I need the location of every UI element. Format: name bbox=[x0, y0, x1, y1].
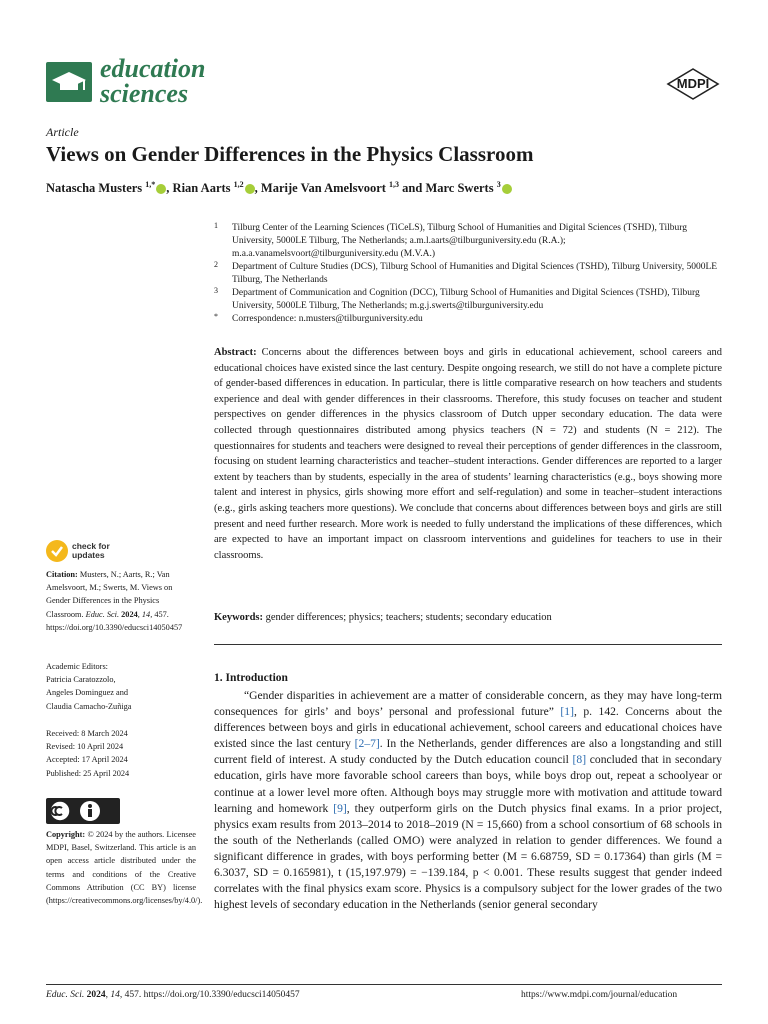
affiliation-item bbox=[214, 287, 724, 313]
mdpi-logo-text: MDPI bbox=[676, 76, 710, 91]
footer-doi[interactable]: , 457. https://doi.org/10.3390/educsci14050457 bbox=[119, 990, 300, 1000]
affiliation-number: 3 bbox=[214, 286, 218, 295]
intro-text: , p. 142. Concerns about the differences between boys and girls in educational achievement, school careers and educational choices have existed since the last century bbox=[214, 705, 722, 751]
citation-year: 2024 bbox=[121, 609, 138, 619]
author-affiliation: 1,2 bbox=[233, 180, 244, 189]
intro-paragraph bbox=[214, 688, 722, 913]
citation-label: Citation: bbox=[46, 570, 78, 579]
journal-name bbox=[100, 56, 205, 106]
abstract-label: Abstract: bbox=[214, 347, 257, 358]
footer-year: 2024 bbox=[86, 990, 106, 1000]
section-divider bbox=[214, 644, 722, 645]
author-name: Rian Aarts bbox=[172, 181, 231, 196]
footer-citation: Educ. Sci. 2024, 14, 457. https://doi.org/10.3390/educsci14050457 bbox=[46, 990, 300, 1000]
affiliation-number: 1 bbox=[214, 221, 218, 230]
correspondence-item bbox=[214, 313, 724, 326]
copyright-label: Copyright: bbox=[46, 830, 86, 839]
accepted-date: Accepted: 17 April 2024 bbox=[46, 755, 128, 765]
citation-link[interactable]: [2–7] bbox=[354, 737, 380, 751]
affiliation-text: Department of Communication and Cognition (DCC), Tilburg School of Humanities and Digital Sciences (TSHD), Tilburg University, 5000LE Tilburg, The Netherlands; m.g.j.swerts@tilburguniversity.edu bbox=[232, 288, 700, 311]
author-affiliation: 1,3 bbox=[389, 180, 400, 189]
footer-journal: Educ. Sci. bbox=[46, 990, 85, 1000]
author-name: Marije Van Amelsvoort bbox=[260, 181, 386, 196]
section-heading: 1. Introduction bbox=[214, 672, 288, 684]
footer-divider bbox=[46, 984, 722, 985]
check-updates-icon bbox=[46, 540, 68, 562]
footer-volume: 14 bbox=[110, 990, 120, 1000]
citation-link[interactable]: [1] bbox=[560, 705, 574, 719]
affiliation-text: Department of Culture Studies (DCS), Tilburg School of Humanities and Digital Sciences (TSHD), Tilburg University, 5000LE Tilburg, The Netherlands bbox=[232, 262, 718, 285]
check-updates-label bbox=[72, 542, 110, 560]
author-list: Natascha Musters $^{1,*}$ , Rian Aarts $^{1,2}$ , Marije Van Amelsvoort $^{1,3}$ and Marc Swerts $^3$ bbox=[46, 180, 736, 196]
citation-text: Musters, N.; Aarts, R.; Van Amelsvoort, M.; Swerts, M. Views on Gender Differences in the Physics Classroom. bbox=[46, 570, 173, 619]
journal-name-line1: education bbox=[100, 54, 206, 83]
check-updates-line1: check for bbox=[72, 541, 110, 551]
orcid-icon[interactable] bbox=[156, 184, 166, 194]
footer-journal-url[interactable]: https://www.mdpi.com/journal/education bbox=[521, 990, 678, 1000]
affiliation-text: Tilburg Center of the Learning Sciences (TiCeLS), Tilburg School of Humanities and Digital Sciences (TSHD), Tilburg University, 5000LE Tilburg, The Netherlands; a.m.l.aarts@tilburguniversity.edu (R.A.); m.a.a.vanamelsvoort@tilburguniversity.edu (M.V.A.) bbox=[232, 223, 688, 259]
orcid-icon[interactable] bbox=[245, 184, 255, 194]
affiliations bbox=[214, 222, 724, 326]
citation-doi[interactable]: , 457. https://doi.org/10.3390/educsci14050457 bbox=[46, 609, 183, 632]
editors-label: Academic Editors: bbox=[46, 662, 108, 671]
author-name: Natascha Musters bbox=[46, 181, 143, 196]
intro-text: concluded that in secondary education, girls have more favorable school careers than boys, while boys drop out, repeat a schoolyear or continue at a lower level more often. Although boys may struggle more with motivation and attitude toward learning and homework bbox=[214, 753, 722, 815]
keywords-label: Keywords: bbox=[214, 612, 263, 623]
affiliation-item bbox=[214, 261, 724, 287]
published-date: Published: 25 April 2024 bbox=[46, 768, 130, 778]
affiliation-number: 2 bbox=[214, 260, 218, 269]
intro-text: . In the Netherlands, gender differences are also a longstanding and still current field of interest. A study conducted by the Dutch education council bbox=[214, 737, 722, 767]
intro-text: “Gender disparities in achievement are a matter of considerable concern, as they may have long-term consequences for girls’ and boys’ personal and professional future” bbox=[214, 689, 722, 719]
mdpi-logo bbox=[666, 68, 720, 100]
author-name: Marc Swerts bbox=[425, 181, 494, 196]
copyright-notice bbox=[46, 828, 203, 907]
keywords bbox=[214, 612, 722, 623]
journal-name-line2: sciences bbox=[100, 79, 189, 108]
copyright-text: © 2024 by the authors. Licensee MDPI, Basel, Switzerland. This article is an open access article distributed under the terms and conditions of the Creative Commons Attribution (CC BY) license (https://creativecommons.org/licenses/by/4.0/). bbox=[46, 830, 203, 906]
article-type: Article bbox=[46, 125, 79, 139]
author-affiliation: 1,* bbox=[145, 180, 156, 189]
citation-block: Citation: Musters, N.; Aarts, R.; Van Amelsvoort, M.; Swerts, M. Views on Gender Differences in the Physics Classroom. Educ. Sci. 2024, 14, 457. https://doi.org/10.3390/educsci14050457 bbox=[46, 570, 183, 632]
journal-logo-icon bbox=[46, 62, 92, 102]
keywords-text: gender differences; physics; teachers; students; secondary education bbox=[265, 612, 552, 623]
publication-dates bbox=[46, 727, 196, 780]
revised-date: Revised: 10 April 2024 bbox=[46, 742, 124, 752]
editor-name: Claudia Camacho-Zuñiga bbox=[46, 701, 132, 711]
intro-text: , they outperform girls on the Dutch physics final exams. In a prior project, physics exam results from 2013–2014 to 2018–2019 (N = 15,660) from a school consortium of 68 schools in the south of the Netherlands (called OMO) were analyzed in relation to gender differences. We found a significant difference in grades, with boys performing better (M = 6.68759, SD = 0.17364) than girls (M = 6.3037, SD = 0.165981), t (15,197.979) = −139.184, p < 0.001. These results suggest that gender indeed correlates with the final physics exam score. Physics is a compulsory subject for the lower grades of the two highest levels of secondary education in the Netherlands (senior general secondary bbox=[214, 801, 722, 912]
paper-title: Views on Gender Differences in the Physics Classroom bbox=[46, 142, 534, 166]
editor-name: Angeles Dominguez and bbox=[46, 688, 129, 698]
citation-volume: 14 bbox=[141, 609, 151, 619]
orcid-icon[interactable] bbox=[502, 184, 512, 194]
editor-name: Patricia Caratozzolo, bbox=[46, 675, 116, 685]
affiliation-item bbox=[214, 222, 724, 261]
author-affiliation: 3 bbox=[496, 180, 501, 189]
citation-link[interactable]: [8] bbox=[572, 753, 587, 767]
correspondence-text: Correspondence: n.musters@tilburguniversity.edu bbox=[232, 314, 423, 324]
cc-by-license-icon[interactable] bbox=[46, 798, 120, 824]
check-for-updates-badge[interactable] bbox=[46, 540, 126, 564]
check-updates-line2: updates bbox=[72, 550, 105, 560]
abstract-text: Concerns about the differences between boys and girls in educational achievement, school careers and educational choices have existed since the last century. Despite ongoing research, we still do not have a complete picture of gender-based differences in education. In particular, there is little comparative research on how teachers and students experience and deal with gender differences in their classrooms. Therefore, this study focuses on teacher and student perspectives on gender differences in the physics classroom of Dutch upper secondary education. The data were collected through questionnaires distributed among physics teachers (N = 72) and students (N = 212). The questionnaires for students and teachers were designed to reveal their perceptions of gender differences in the classroom, focusing on student learning characteristics and teacher–student interactions. Gender differences are reported to a larger extent by teachers than by students, especially in the area of students’ learning characteristics (e.g., boys showing more talent and interest in physics, girls showing more effort and self-regulation) and some in teacher–student interactions (e.g., girls asking teachers more questions). We conclude that concerns about differences between boys and girls are still present and need further research. More work is needed to fully understand the implications of these differences, which are expected to have an important impact on classroom interventions and guidelines for teachers to use in their classrooms. bbox=[214, 347, 723, 561]
correspondence-marker: * bbox=[214, 312, 218, 321]
citation-journal: Educ. Sci. bbox=[85, 609, 120, 619]
received-date: Received: 8 March 2024 bbox=[46, 729, 128, 738]
abstract bbox=[214, 345, 722, 563]
academic-editors bbox=[46, 660, 196, 713]
citation-link[interactable]: [9] bbox=[333, 801, 347, 815]
